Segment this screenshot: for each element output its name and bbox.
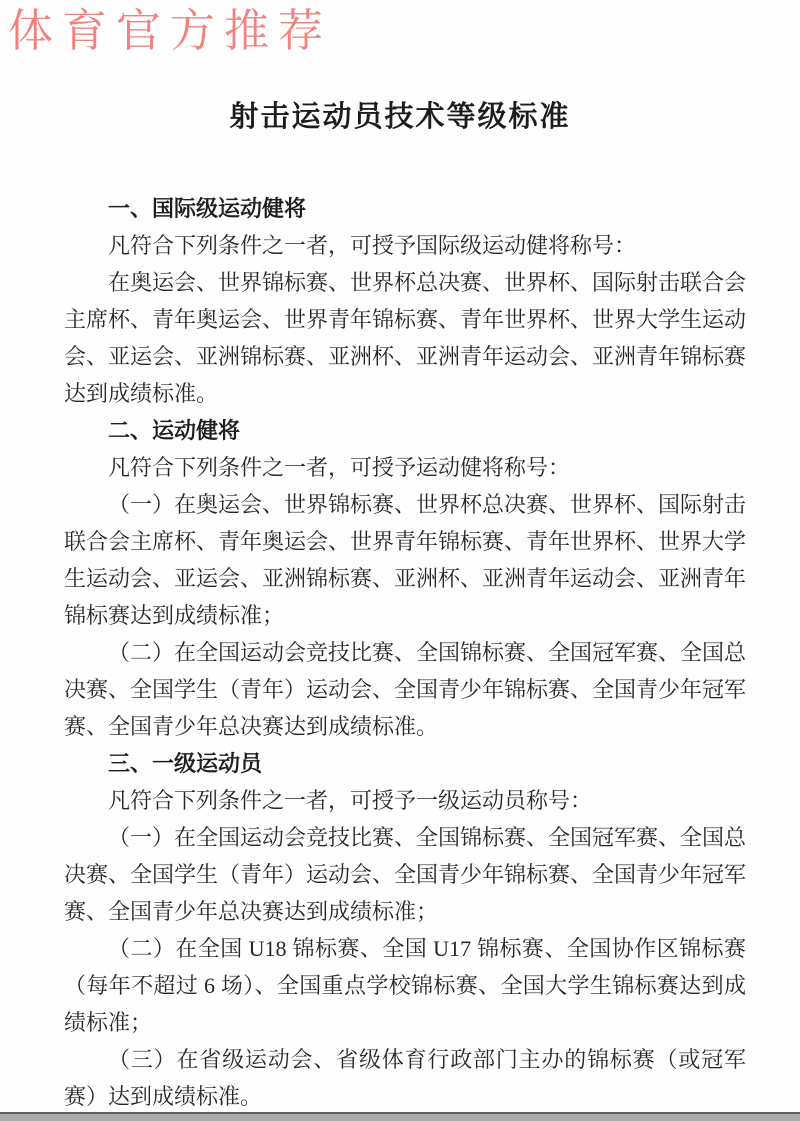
section-3-paragraph-item-2: （二）在全国 U18 锦标赛、全国 U17 锦标赛、全国协作区锦标赛（每年不超过 6 场）、全国重点学校锦标赛、全国大学生锦标赛达到成绩标准； [64,936,746,1035]
section-1-paragraph-conditions: 在奥运会、世界锦标赛、世界杯总决赛、世界杯、国际射击联合会主席杯、青年奥运会、世界青年锦标赛、青年世界杯、世界大学生运动会、亚运会、亚洲锦标赛、亚洲杯、亚洲青年运动会、亚洲青年锦标赛达到成绩标准。 [64,270,747,406]
page-title: 射击运动员技术等级标准 [229,101,571,133]
section-2-heading: 二、运动健将 [108,418,241,443]
page-bottom-edge [0,1112,800,1121]
section-3-heading: 三、一级运动员 [108,751,263,776]
section-2-paragraph-intro: 凡符合下列条件之一者，可授予运动健将称号： [108,455,571,480]
section-2-paragraph-item-2: （二）在全国运动会竞技比赛、全国锦标赛、全国冠军赛、全国总决赛、全国学生（青年）运动会、全国青少年锦标赛、全国青少年冠军赛、全国青少年总决赛达到成绩标准。 [64,640,747,739]
section-2-paragraph-item-1: （一）在奥运会、世界锦标赛、世界杯总决赛、世界杯、国际射击联合会主席杯、青年奥运会、世界青年锦标赛、青年世界杯、世界大学生运动会、亚运会、亚洲锦标赛、亚洲杯、亚洲青年运动会、亚洲青年锦标赛达到成绩标准； [64,492,747,628]
section-1-heading: 一、国际级运动健将 [108,196,307,221]
watermark-text: 体育官方推荐 [8,6,333,56]
section-3-paragraph-item-1: （一）在全国运动会竞技比赛、全国锦标赛、全国冠军赛、全国总决赛、全国学生（青年）运动会、全国青少年锦标赛、全国青少年冠军赛、全国青少年总决赛达到成绩标准； [64,825,747,924]
section-3-paragraph-intro: 凡符合下列条件之一者，可授予一级运动员称号： [108,788,593,813]
section-3-paragraph-item-3: （三）在省级运动会、省级体育行政部门主办的锦标赛（或冠军赛）达到成绩标准。 [64,1047,746,1109]
section-1-paragraph-intro: 凡符合下列条件之一者，可授予国际级运动健将称号： [108,233,637,258]
document-body [64,190,746,1115]
